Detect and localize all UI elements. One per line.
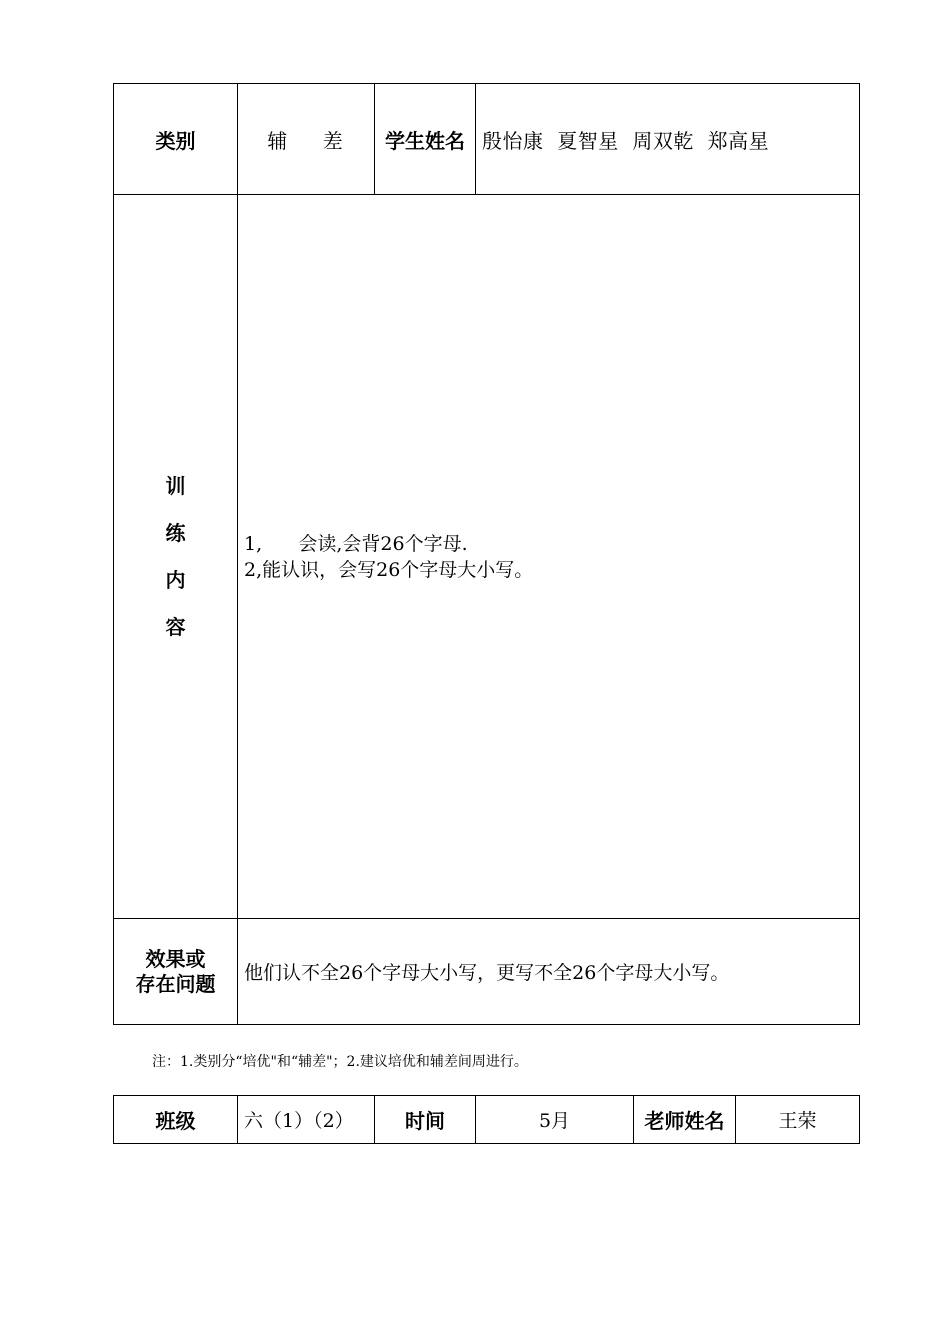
time-label: 时间 (375, 1096, 476, 1144)
class-value: 六（1）（2） (238, 1096, 375, 1144)
footer-table (113, 1095, 860, 1144)
training-line: 2,能认识，会写26个字母大小写。 (244, 558, 534, 581)
effect-label-line: 存在问题 (135, 971, 216, 996)
record-table (113, 83, 860, 1025)
training-content-label (114, 195, 238, 919)
effect-label (114, 919, 238, 1025)
time-value: 5月 (476, 1096, 634, 1144)
training-label-char: 容 (165, 614, 186, 639)
training-label-char: 训 (165, 473, 186, 498)
training-line: 1, 会读,会背26个字母. (244, 532, 468, 555)
class-label: 班级 (114, 1096, 238, 1144)
effect-text: 他们认不全26个字母大小写，更写不全26个字母大小写。 (238, 919, 860, 1025)
student-names: 殷怡康 夏智星 周双乾 郑高星 (476, 84, 860, 195)
category-value: 辅 差 (238, 84, 375, 195)
training-label-char: 练 (165, 520, 186, 545)
teacher-value: 王荣 (736, 1096, 860, 1144)
training-content (238, 195, 860, 919)
teacher-label: 老师姓名 (634, 1096, 736, 1144)
category-label: 类别 (114, 84, 238, 195)
student-name-label: 学生姓名 (375, 84, 476, 195)
footnote: 注：1.类别分“培优"和“辅差"；2.建议培优和辅差间周进行。 (152, 1054, 528, 1070)
training-label-char: 内 (165, 567, 186, 592)
effect-label-line: 效果或 (145, 946, 206, 971)
